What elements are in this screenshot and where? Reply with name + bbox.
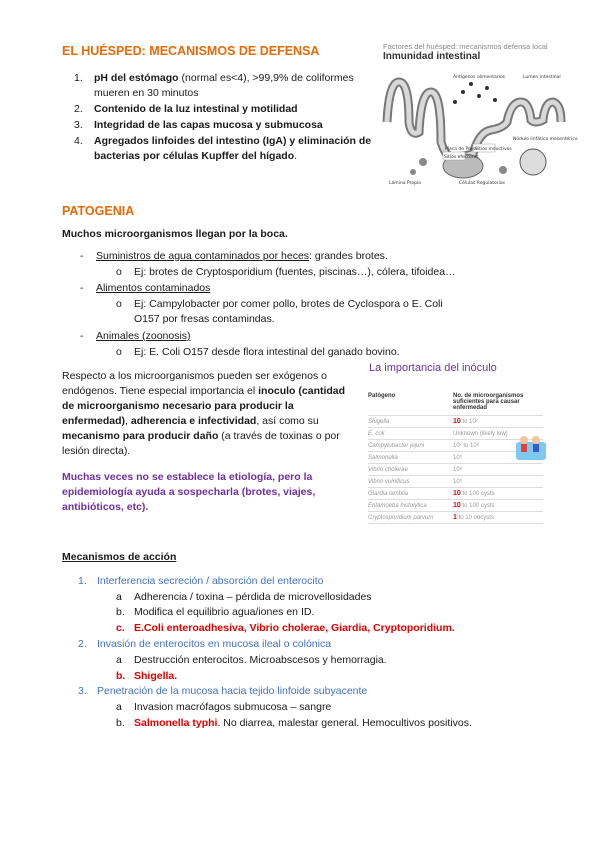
cell-text: to 10 oocysts (456, 515, 494, 521)
header-cell: Patógeno (368, 393, 396, 399)
source-1-example: Ej: brotes de Cryptosporidium (fuentes, piscinas…), cólera, tifoidea… (134, 266, 456, 278)
table-row (368, 464, 543, 476)
defense-list (74, 71, 374, 165)
intestinal-immunity-figure (383, 42, 578, 192)
table-cell: Vibrio cholerae (368, 466, 408, 473)
item-letter: b. (116, 606, 125, 618)
group-number: 2. (78, 638, 87, 650)
cell-highlight: 10 (453, 502, 461, 509)
item-letter: b. (116, 670, 126, 682)
item-text: . (294, 150, 298, 162)
intro-text: Muchos microorganismos llegan por la boca. (62, 228, 288, 240)
source-1: - (80, 250, 84, 262)
water-clipart-icon (516, 432, 546, 460)
table-row (368, 416, 543, 428)
item-number: 1. (74, 72, 83, 84)
inoculo-title: La importancia del inóculo (369, 362, 497, 374)
figure-label: Sitios efectores (444, 155, 479, 160)
source-title: Animales (zoonosis) (96, 330, 191, 342)
cell-text: to 100 cysts (460, 491, 495, 497)
table-cell: Salmonella (368, 454, 398, 461)
source-3: - (80, 330, 84, 342)
cell-text: to 100 cysts (460, 503, 495, 509)
item-letter: c. (116, 622, 125, 634)
para-text: , así como su (256, 415, 319, 427)
para-text: , (125, 415, 131, 427)
example-bullet: o (116, 346, 122, 358)
defense-item (74, 102, 374, 117)
heading-text: Mecanismos de acción (62, 551, 177, 563)
para-bold: mecanismo para producir daño (62, 430, 219, 442)
item-bold: pH del estómago (94, 72, 179, 84)
figure-label: Antígenos alimentarios (453, 75, 505, 80)
section-heading-patogenia: PATOGENIA (62, 204, 135, 218)
example-bullet: o (116, 266, 122, 278)
source-tail: : grandes brotes. (309, 250, 388, 262)
item-text: . No diarrea, malestar general. Hemocultivos positivos. (217, 717, 472, 729)
section-heading-huesped: EL HUÉSPED: MECANISMOS DE DEFENSA (62, 44, 320, 58)
item-text: Adherencia / toxina – pérdida de microvellosidades (134, 591, 372, 603)
item-bold: Integridad de las capas mucosa y submucosa (94, 119, 323, 131)
item-text: (normal es<4), >99,9% de coliformes mueren en 30 minutos (94, 72, 354, 99)
cell-text: 10⁸ (453, 467, 463, 473)
table-row (368, 500, 543, 512)
para-text: Respecto a los microorganismos pueden ser exógenos o endógenos. Tiene especial importancia el (62, 370, 327, 397)
pathogen-name: Salmonella typhi (134, 717, 218, 729)
source-2-example: Ej: Campylobacter por comer pollo, brotes de Cyclospora o E. Coli O157 por fresas contamindas. (134, 298, 443, 325)
example-bullet: o (116, 298, 122, 310)
item-bold: Agregados linfoides del intestino (IgA) y eliminación de bacterias por células Kupffer del hígado (94, 135, 372, 162)
item-text: E.Coli enteroadhesiva, Vibrio cholerae, Giardia, Cryptoporidium. (134, 622, 455, 634)
header-cell: No. de microorganismos suficientes para causar enfermedad (453, 393, 524, 411)
item-number: 2. (74, 103, 83, 115)
source-title: Alimentos contaminados (96, 282, 211, 294)
figure-label: Nódulo linfático mesentérico (513, 137, 578, 142)
group-title: Penetración de la mucosa hacia tejido linfoide subyacente (97, 685, 368, 697)
cell-text: to 10² (460, 419, 478, 425)
table-cell (453, 502, 543, 509)
source-2: - (80, 282, 84, 294)
figure-label: Células Regulatorias (459, 181, 505, 186)
defense-item (74, 118, 374, 133)
table-row (368, 476, 543, 488)
group-title: Invasión de enterocitos en mucosa ileal o colónica (97, 638, 332, 650)
table-cell (453, 478, 543, 485)
para-text: (a través de toxinas o por lesión directa). (62, 430, 340, 457)
para-bold: adherencia e infectividad (130, 415, 257, 427)
source-2-title (96, 281, 210, 296)
cell-highlight: 10 (453, 418, 461, 425)
item-letter: a (116, 591, 122, 603)
table-cell: Entamoeba histolytica (368, 502, 427, 509)
mecanismos-heading (62, 551, 176, 563)
item-text: Destrucción enterocitos. Microabscesos y hemorragia. (134, 654, 387, 666)
cell-text: 10² to 10⁶ (453, 443, 480, 449)
table-cell: Campylobacter jejuni (368, 442, 425, 449)
table-cell: Cryptosporidium parvum (368, 514, 434, 521)
cell-text: 10⁵ (453, 479, 463, 485)
patogenia-intro (62, 228, 288, 240)
figure-label: Placa de Peyer (445, 147, 479, 152)
source-1-title (96, 249, 388, 264)
item-number: 3. (74, 119, 83, 131)
table-cell: Shigella (368, 418, 390, 425)
table-row (368, 488, 543, 500)
item-letter: a (116, 701, 122, 713)
cell-highlight: 1 (453, 514, 457, 521)
table-row (368, 512, 543, 524)
table-cell: Vibrio vulnificus (368, 478, 410, 485)
group-number: 3. (78, 685, 87, 697)
table-cell (453, 466, 543, 473)
cell-text: Unknown (likely low) (453, 431, 508, 437)
table-cell (453, 514, 543, 521)
figure-label: Lumen intestinal (523, 75, 561, 80)
figure-label: Lámina Propia (389, 181, 421, 186)
cell-highlight: 10 (453, 490, 461, 497)
group-number: 1. (78, 575, 87, 587)
inoculo-paragraph (62, 369, 358, 459)
defense-item (74, 71, 374, 101)
figure-label: Sitios inductivos (475, 147, 512, 152)
defense-item (74, 134, 374, 164)
item-bold: Contenido de la luz intestinal y motilidad (94, 103, 298, 115)
source-3-title (96, 329, 191, 344)
table-header (368, 393, 543, 416)
item-text: Modifica el equilibrio agua/iones en ID. (134, 606, 315, 618)
source-title: Suministros de agua contaminados por heces (96, 250, 310, 262)
source-3-example: Ej: E. Coli O157 desde flora intestinal del ganado bovino. (134, 346, 400, 358)
item-letter: b. (116, 717, 125, 729)
para-bold: inoculo (cantidad de microorganismo necesario para producir la enfermedad) (62, 385, 346, 427)
etiologia-note: Muchas veces no se establece la etiología, pero la epidemiología ayuda a sospecharla (brotes, viajes, antibióticos, etc). (62, 471, 316, 513)
figure-title: Factores del huésped: mecanismos defensa local (383, 42, 548, 51)
table-cell (453, 418, 543, 425)
item-text (134, 716, 472, 731)
table-cell (453, 490, 543, 497)
cell-text: 10⁵ (453, 455, 463, 461)
table-cell: E. coli (368, 430, 385, 437)
item-number: 4. (74, 135, 83, 147)
intestinal-diagram (383, 62, 578, 187)
group-title: Interferencia secreción / absorción del enterocito (97, 575, 324, 587)
item-text: Shigella. (134, 670, 178, 682)
table-cell: Giardia lamblia (368, 490, 409, 497)
item-letter: a (116, 654, 122, 666)
item-text: Invasion macrófagos submucosa – sangre (134, 701, 332, 713)
figure-subtitle: Inmunidad intestinal (383, 51, 481, 62)
